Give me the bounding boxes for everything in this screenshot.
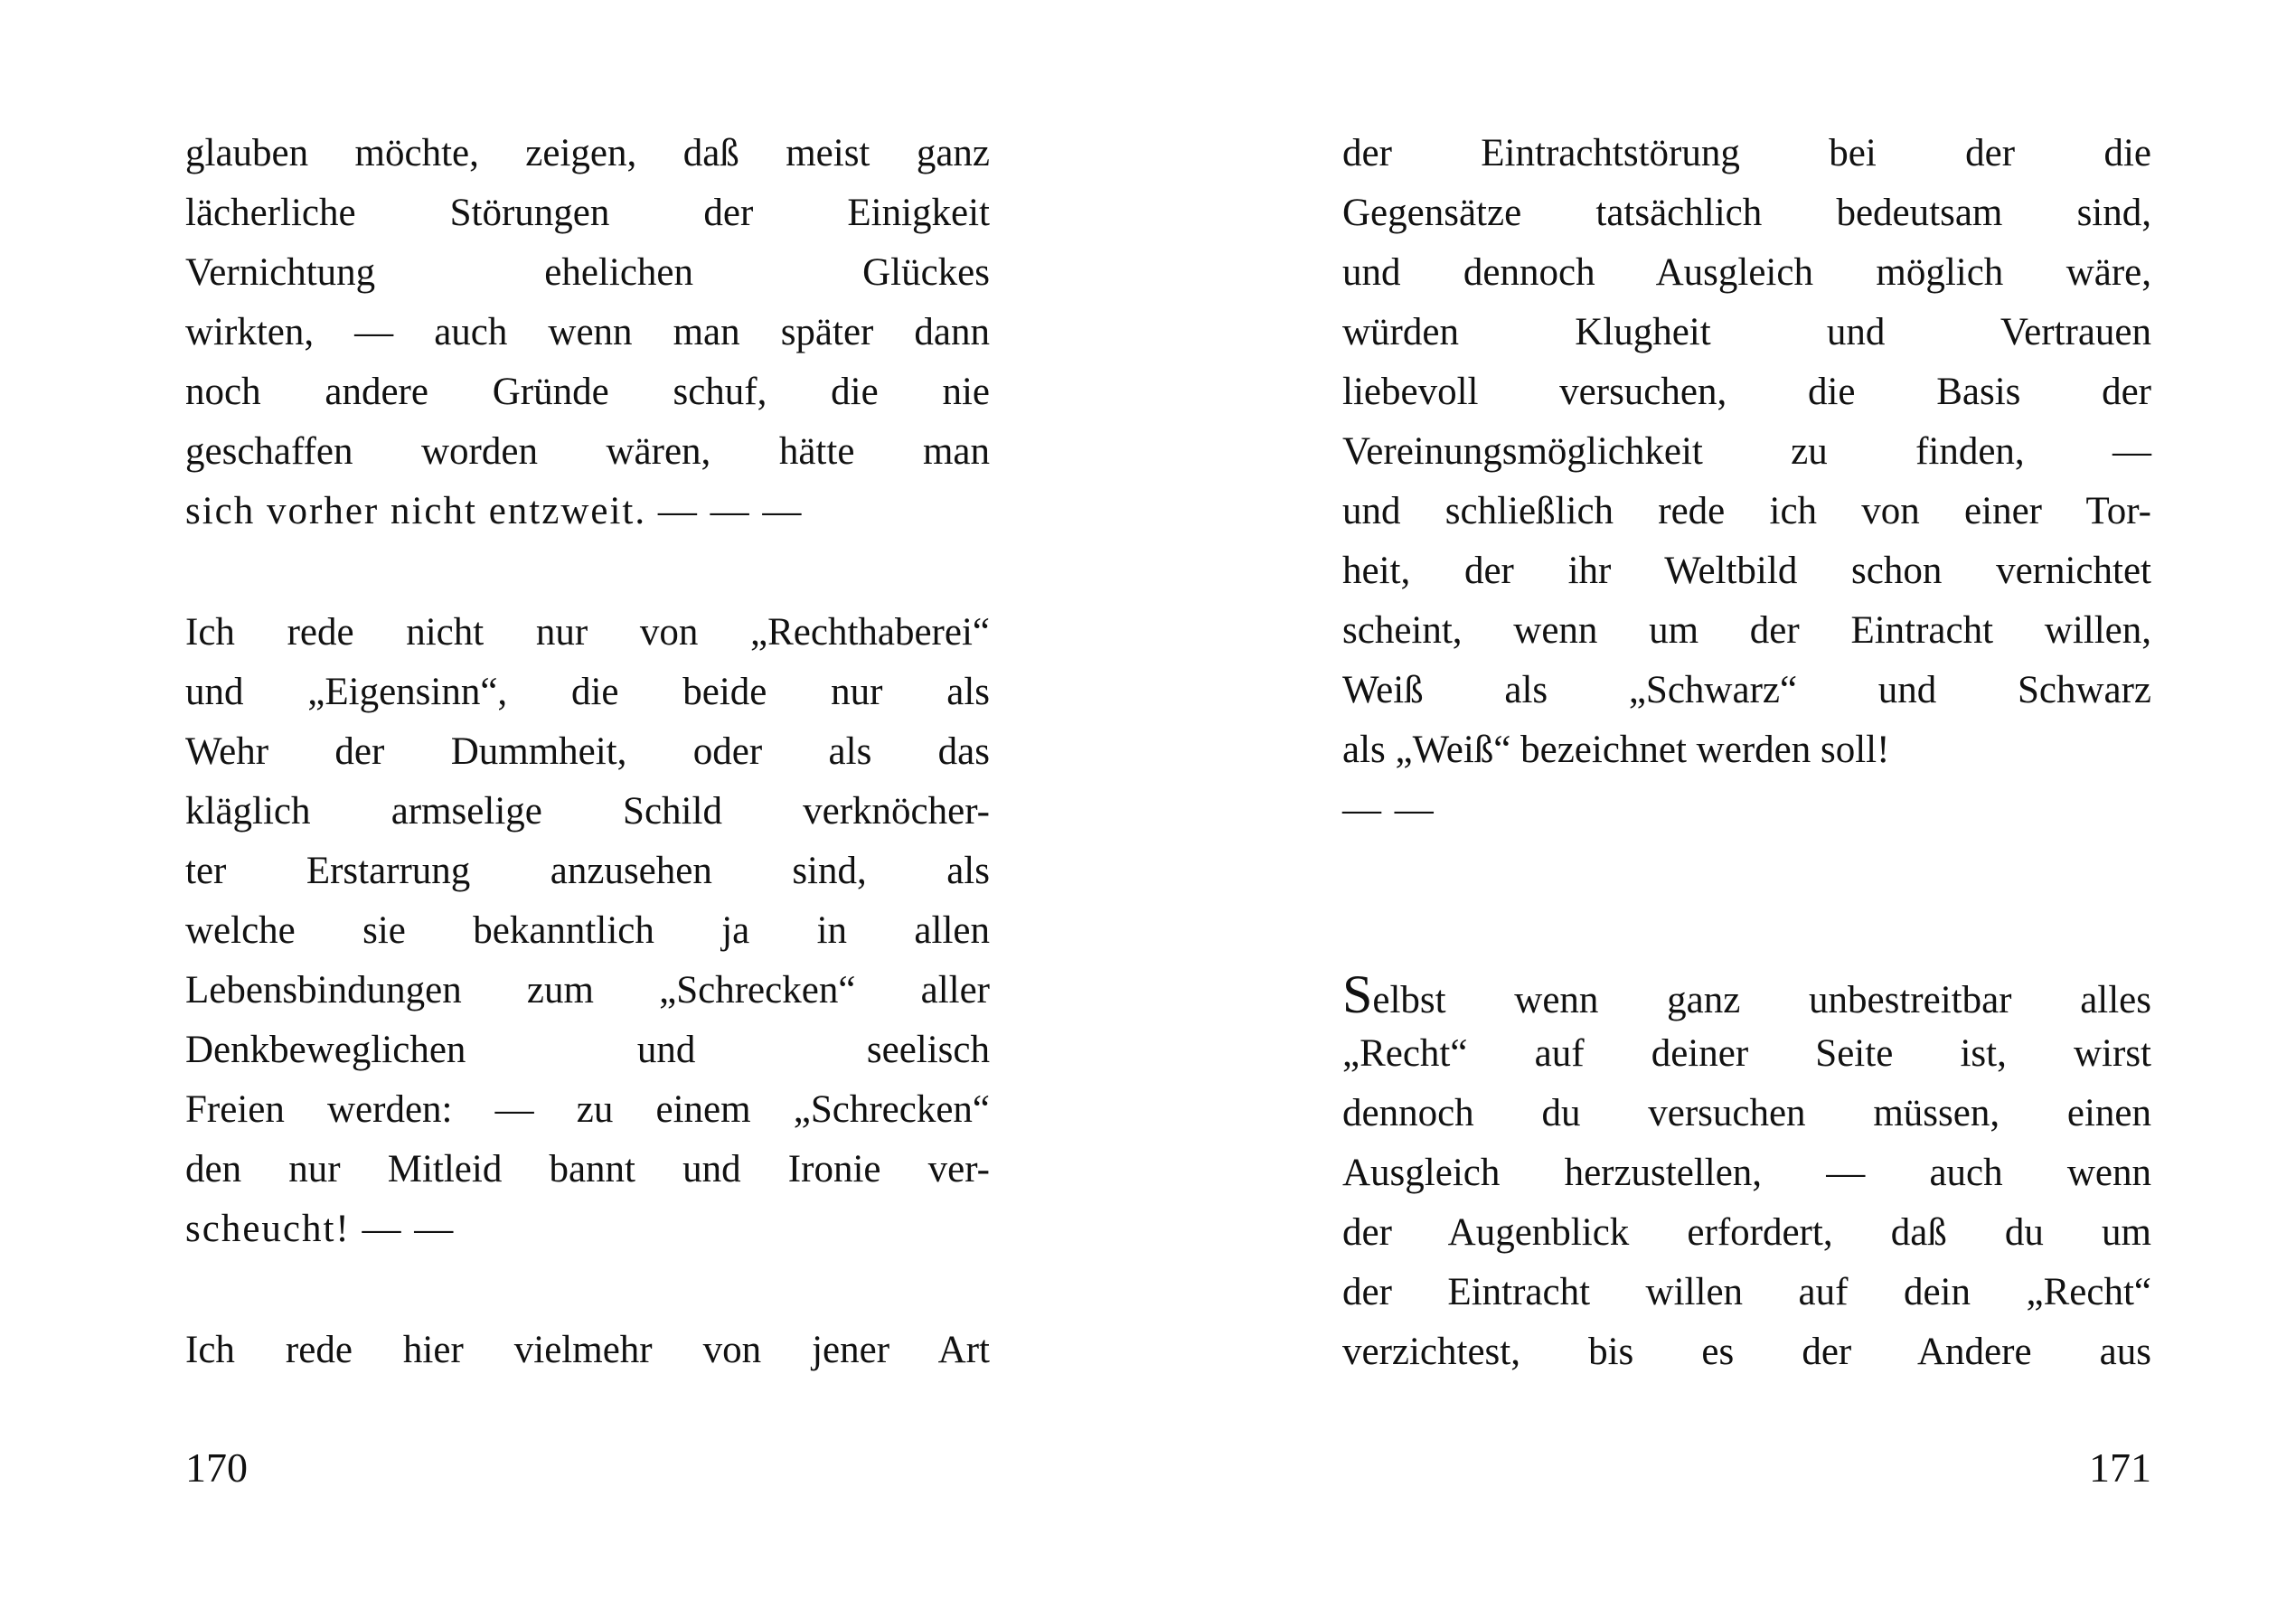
left-line-2: lächerliche Störungen der Einigkeit: [185, 192, 990, 234]
left-line-16: Freien werden: — zu einem „Schrecken“: [185, 1088, 990, 1131]
left-line-4: wirkten, — auch wenn man später dann: [185, 311, 990, 353]
left-line-14: Lebensbindungen zum „Schrecken“ aller: [185, 969, 990, 1012]
right-line-9: scheint, wenn um der Eintracht willen,: [1342, 609, 2151, 652]
left-line-10: Wehr der Dummheit, oder als das: [185, 730, 990, 773]
left-line-17: den nur Mitleid bannt und Ironie ver-: [185, 1148, 990, 1190]
right-line-10: Weiß als „Schwarz“ und Schwarz: [1342, 669, 2151, 711]
left-line-5: noch andere Gründe schuf, die nie: [185, 371, 990, 413]
right-line-1: der Eintrachtstörung bei der die: [1342, 132, 2151, 174]
left-line-13: welche sie bekanntlich ja in allen: [185, 909, 990, 952]
left-line-3: Vernichtung ehelichen Glückes: [185, 251, 990, 294]
right-line-7: und schließlich rede ich von einer Tor-: [1342, 490, 2151, 532]
right-line-11: als „Weiß“ bezeichnet werden soll!: [1342, 729, 1890, 771]
right-page: [1342, 0, 2151, 1609]
right-line-3: und dennoch Ausgleich möglich wäre,: [1342, 251, 2151, 294]
left-page: [185, 0, 990, 1609]
right-paragraph2-line-1-text: elbst wenn ganz unbestreitbar alles: [1372, 979, 2151, 1021]
drop-cap: S: [1342, 964, 1373, 1024]
left-line-7: sich vorher nicht entzweit. — — —: [185, 490, 804, 532]
right-line-6: Vereinungsmöglichkeit zu finden, —: [1342, 430, 2151, 473]
left-line-12: ter Erstarrung anzusehen sind, als: [185, 850, 990, 892]
left-line-18: scheucht! — —: [185, 1208, 456, 1250]
right-paragraph2-line-3: dennoch du versuchen müssen, einen: [1342, 1092, 2151, 1134]
left-line-11: kläglich armselige Schild verknöcher-: [185, 790, 990, 833]
right-line-2: Gegensätze tatsächlich bedeutsam sind,: [1342, 192, 2151, 234]
right-paragraph2-line-5: der Augenblick erfordert, daß du um: [1342, 1211, 2151, 1254]
right-line-8: heit, der ihr Weltbild schon vernichtet: [1342, 550, 2151, 592]
left-line-8: Ich rede nicht nur von „Rechthaberei“: [185, 611, 990, 654]
left-line-15: Denkbeweglichen und seelisch: [185, 1029, 990, 1071]
right-paragraph2-line-4: Ausgleich herzustellen, — auch wenn: [1342, 1152, 2151, 1194]
left-line-6: geschaffen worden wären, hätte man: [185, 430, 990, 473]
left-line-9: und „Eigensinn“, die beide nur als: [185, 671, 990, 713]
right-paragraph2-line-2: „Recht“ auf deiner Seite ist, wirst: [1342, 1032, 2151, 1075]
page-number-left: 170: [185, 1444, 248, 1491]
page-number-right: 171: [2089, 1444, 2151, 1491]
right-paragraph2-line-1: [1342, 964, 2151, 1025]
right-paragraph2-line-7: verzichtest, bis es der Andere aus: [1342, 1331, 2151, 1373]
right-line-4: würden Klugheit und Vertrauen: [1342, 311, 2151, 353]
right-line-12: — —: [1342, 788, 1435, 831]
right-paragraph2-line-6: der Eintracht willen auf dein „Recht“: [1342, 1271, 2151, 1313]
left-line-19: Ich rede hier vielmehr von jener Art: [185, 1329, 990, 1371]
right-line-5: liebevoll versuchen, die Basis der: [1342, 371, 2151, 413]
left-line-1: glauben möchte, zeigen, daß meist ganz: [185, 132, 990, 174]
